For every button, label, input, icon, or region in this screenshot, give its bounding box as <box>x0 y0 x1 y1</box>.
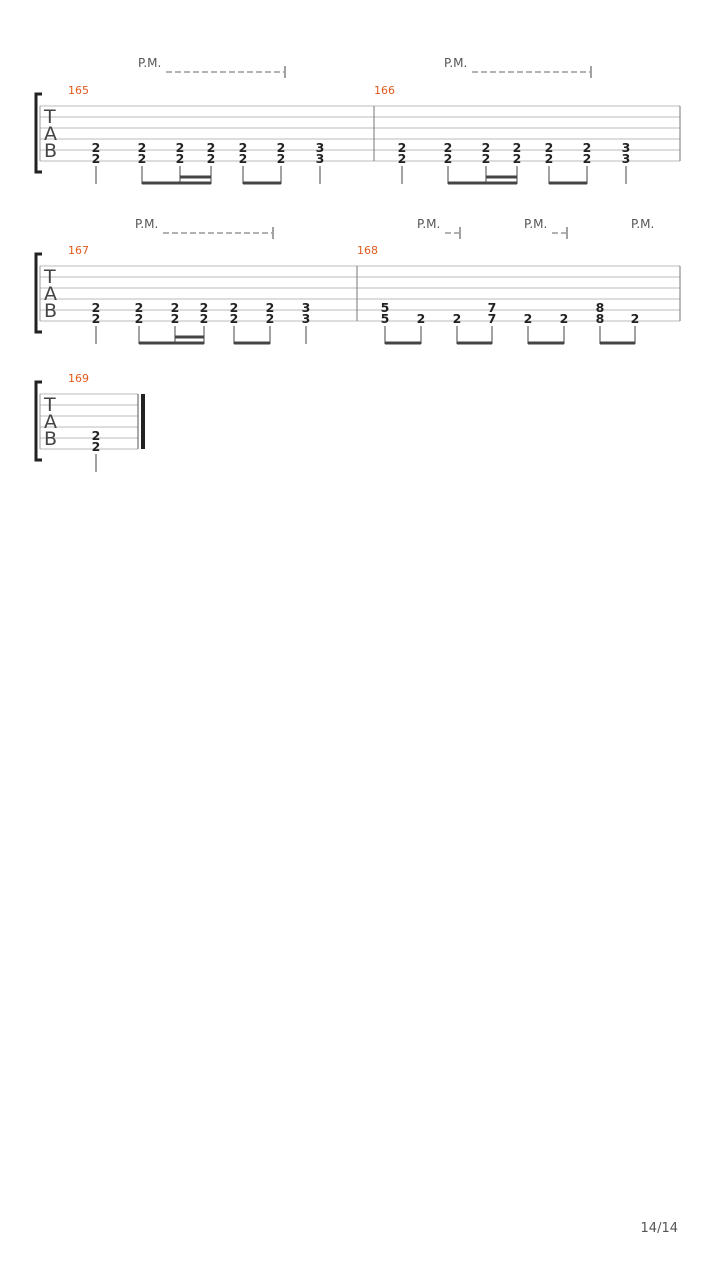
fret-number: 2 <box>443 140 453 155</box>
system-2 <box>36 217 680 344</box>
fret-number: 3 <box>315 140 325 155</box>
tab-clef-a: A <box>44 123 57 145</box>
measure-168-frets <box>381 300 640 326</box>
fret-number: 2 <box>134 300 144 315</box>
fret-number: 2 <box>523 311 533 326</box>
fret-number: 2 <box>443 151 453 166</box>
palm-mute-label: P.M. <box>417 217 441 231</box>
fret-number: 2 <box>137 140 147 155</box>
fret-number: 2 <box>481 140 491 155</box>
fret-number: 8 <box>595 311 605 326</box>
palm-mute-label: P.M. <box>444 56 468 70</box>
fret-number: 2 <box>206 140 216 155</box>
measure-166-rhythm <box>402 166 626 184</box>
fret-number: 2 <box>91 439 101 454</box>
fret-number: 2 <box>582 140 592 155</box>
fret-number: 2 <box>134 311 144 326</box>
fret-number: 2 <box>544 151 554 166</box>
system-1 <box>36 56 680 184</box>
fret-number: 7 <box>487 311 497 326</box>
tab-clef-t: T <box>44 394 56 416</box>
measure-number: 166 <box>374 84 395 97</box>
fret-number: 2 <box>416 311 426 326</box>
measure-number: 168 <box>357 244 378 257</box>
fret-number: 2 <box>229 311 239 326</box>
fret-number: 2 <box>481 151 491 166</box>
fret-number: 2 <box>175 151 185 166</box>
fret-number: 2 <box>91 300 101 315</box>
fret-number: 2 <box>229 300 239 315</box>
tab-clef-b: B <box>44 428 58 450</box>
fret-number: 3 <box>315 151 325 166</box>
fret-number: 2 <box>199 300 209 315</box>
tab-clef-a: A <box>44 411 57 433</box>
fret-number: 2 <box>199 311 209 326</box>
fret-number: 3 <box>301 311 311 326</box>
fret-number: 8 <box>595 300 605 315</box>
fret-number: 2 <box>91 428 101 443</box>
fret-number: 2 <box>137 151 147 166</box>
fret-number: 2 <box>512 151 522 166</box>
measure-166-frets <box>398 140 631 166</box>
tab-clef-b: B <box>44 140 58 162</box>
fret-number: 2 <box>91 140 101 155</box>
fret-number: 5 <box>380 311 390 326</box>
fret-number: 2 <box>559 311 569 326</box>
fret-number: 2 <box>175 140 185 155</box>
measure-number: 167 <box>68 244 89 257</box>
palm-mute-label: P.M. <box>138 56 162 70</box>
tab-clef-a: A <box>44 283 57 305</box>
page-number: 14/14 <box>640 1221 678 1236</box>
measure-number: 169 <box>68 372 89 385</box>
fret-number: 2 <box>206 151 216 166</box>
fret-number: 2 <box>265 311 275 326</box>
fret-number: 3 <box>301 300 311 315</box>
fret-number: 2 <box>238 151 248 166</box>
fret-number: 2 <box>238 140 248 155</box>
fret-number: 2 <box>170 300 180 315</box>
measure-165-rhythm <box>96 166 320 184</box>
fret-number: 2 <box>452 311 462 326</box>
measure-167-rhythm <box>96 326 306 344</box>
fret-number: 7 <box>487 300 497 315</box>
system-3 <box>36 372 143 472</box>
fret-number: 2 <box>397 151 407 166</box>
palm-mute-label: P.M. <box>524 217 548 231</box>
tab-clef-b: B <box>44 300 58 322</box>
fret-number: 2 <box>170 311 180 326</box>
measure-number: 165 <box>68 84 89 97</box>
fret-number: 2 <box>397 140 407 155</box>
tab-clef-t: T <box>44 266 56 288</box>
palm-mute-label: P.M. <box>135 217 159 231</box>
fret-number: 2 <box>276 140 286 155</box>
fret-number: 2 <box>91 311 101 326</box>
measure-167-frets <box>92 300 311 326</box>
fret-number: 2 <box>582 151 592 166</box>
fret-number: 2 <box>512 140 522 155</box>
fret-number: 3 <box>621 140 631 155</box>
measure-168-rhythm <box>385 326 635 344</box>
fret-number: 5 <box>380 300 390 315</box>
fret-number: 2 <box>544 140 554 155</box>
fret-number: 2 <box>265 300 275 315</box>
fret-number: 3 <box>621 151 631 166</box>
fret-number: 2 <box>630 311 640 326</box>
measure-169-frets <box>92 428 101 454</box>
palm-mute-label: P.M. <box>631 217 655 231</box>
tab-clef-t: T <box>44 106 56 128</box>
fret-number: 2 <box>276 151 286 166</box>
fret-number: 2 <box>91 151 101 166</box>
measure-165-frets <box>92 140 325 166</box>
